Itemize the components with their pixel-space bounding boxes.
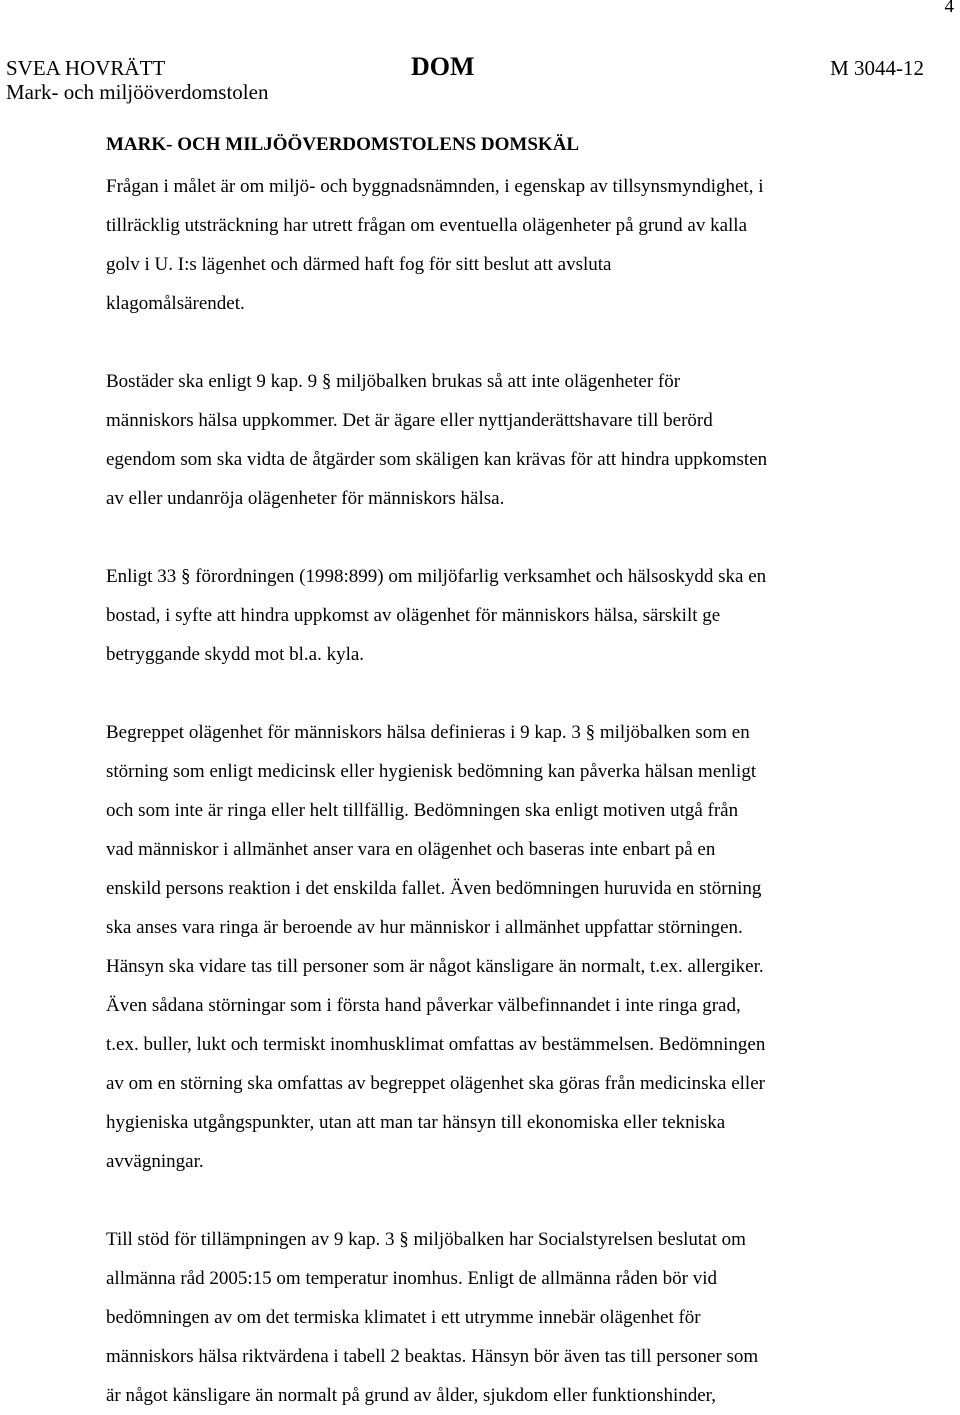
text-line: allmänna råd 2005:15 om temperatur inomhus. Enligt de allmänna råden bör vid	[106, 1268, 718, 1289]
document-header	[6, 52, 924, 108]
paragraph-4	[106, 713, 906, 1181]
text-line: bostad, i syfte att hindra uppkomst av olägenhet för människors hälsa, särskilt ge	[106, 605, 721, 626]
text-line: Bostäder ska enligt 9 kap. 9 § miljöbalken brukas så att inte olägenheter för	[106, 371, 681, 392]
text-line: egendom som ska vidta de åtgärder som skäligen kan krävas för att hindra uppkomsten	[106, 449, 768, 470]
paragraph-5	[106, 1220, 906, 1415]
text-line: och som inte är ringa eller helt tillfällig. Bedömningen ska enligt motiven utgå från	[106, 800, 739, 821]
document-body	[106, 131, 906, 1415]
text-line: Enligt 33 § förordningen (1998:899) om miljöfarlig verksamhet och hälsoskydd ska en	[106, 566, 767, 587]
text-line: enskild persons reaktion i det enskilda fallet. Även bedömningen huruvida en störning	[106, 878, 762, 899]
text-line: människors hälsa uppkommer. Det är ägare eller nyttjanderättshavare till berörd	[106, 410, 713, 431]
text-line: Frågan i målet är om miljö- och byggnadsnämnden, i egenskap av tillsynsmyndighet, i	[106, 176, 764, 197]
text-line: av om en störning ska omfattas av begreppet olägenhet ska göras från medicinska eller	[106, 1073, 765, 1094]
section-heading: MARK- OCH MILJÖÖVERDOMSTOLENS DOMSKÄL	[106, 134, 580, 155]
text-line: Hänsyn ska vidare tas till personer som är något känsligare än normalt, t.ex. allergiker.	[106, 956, 764, 977]
text-line: störning som enligt medicinsk eller hygienisk bedömning kan påverka hälsan menligt	[106, 761, 757, 782]
text-line: avvägningar.	[106, 1151, 204, 1172]
paragraph-2	[106, 362, 906, 518]
paragraph-3	[106, 557, 906, 674]
text-line: är något känsligare än normalt på grund av ålder, sjukdom eller funktionshinder,	[106, 1385, 716, 1406]
text-line: t.ex. buller, lukt och termiskt inomhusklimat omfattas av bestämmelsen. Bedömningen	[106, 1034, 766, 1055]
text-line: betryggande skydd mot bl.a. kyla.	[106, 644, 365, 665]
document-type: DOM	[411, 52, 475, 81]
text-line: Även sådana störningar som i första hand påverkar välbefinnandet i inte ringa grad,	[106, 995, 741, 1016]
court-division: Mark- och miljööverdomstolen	[6, 80, 269, 104]
text-line: Begreppet olägenhet för människors hälsa definieras i 9 kap. 3 § miljöbalken som en	[106, 722, 750, 743]
text-line: tillräcklig utsträckning har utrett frågan om eventuella olägenheter på grund av kalla	[106, 215, 747, 236]
paragraph-1	[106, 167, 906, 323]
text-line: golv i U. I:s lägenhet och därmed haft fog för sitt beslut att avsluta	[106, 254, 612, 275]
text-line: vad människor i allmänhet anser vara en olägenhet och baseras inte enbart på en	[106, 839, 716, 860]
court-name: SVEA HOVRÄTT	[6, 56, 166, 80]
text-line: Till stöd för tillämpningen av 9 kap. 3 § miljöbalken har Socialstyrelsen beslutat om	[106, 1229, 746, 1250]
text-line: bedömningen av om det termiska klimatet i ett utrymme innebär olägenhet för	[106, 1307, 701, 1328]
text-line: hygieniska utgångspunkter, utan att man tar hänsyn till ekonomiska eller tekniska	[106, 1112, 726, 1133]
page-number: 4	[944, 0, 954, 17]
text-line: klagomålsärendet.	[106, 293, 245, 314]
text-line: människors hälsa riktvärdena i tabell 2 beaktas. Hänsyn bör även tas till personer som	[106, 1346, 759, 1367]
case-number: M 3044-12	[830, 56, 924, 80]
text-line: av eller undanröja olägenheter för människors hälsa.	[106, 488, 505, 509]
text-line: ska anses vara ringa är beroende av hur människor i allmänhet uppfattar störningen.	[106, 917, 743, 938]
